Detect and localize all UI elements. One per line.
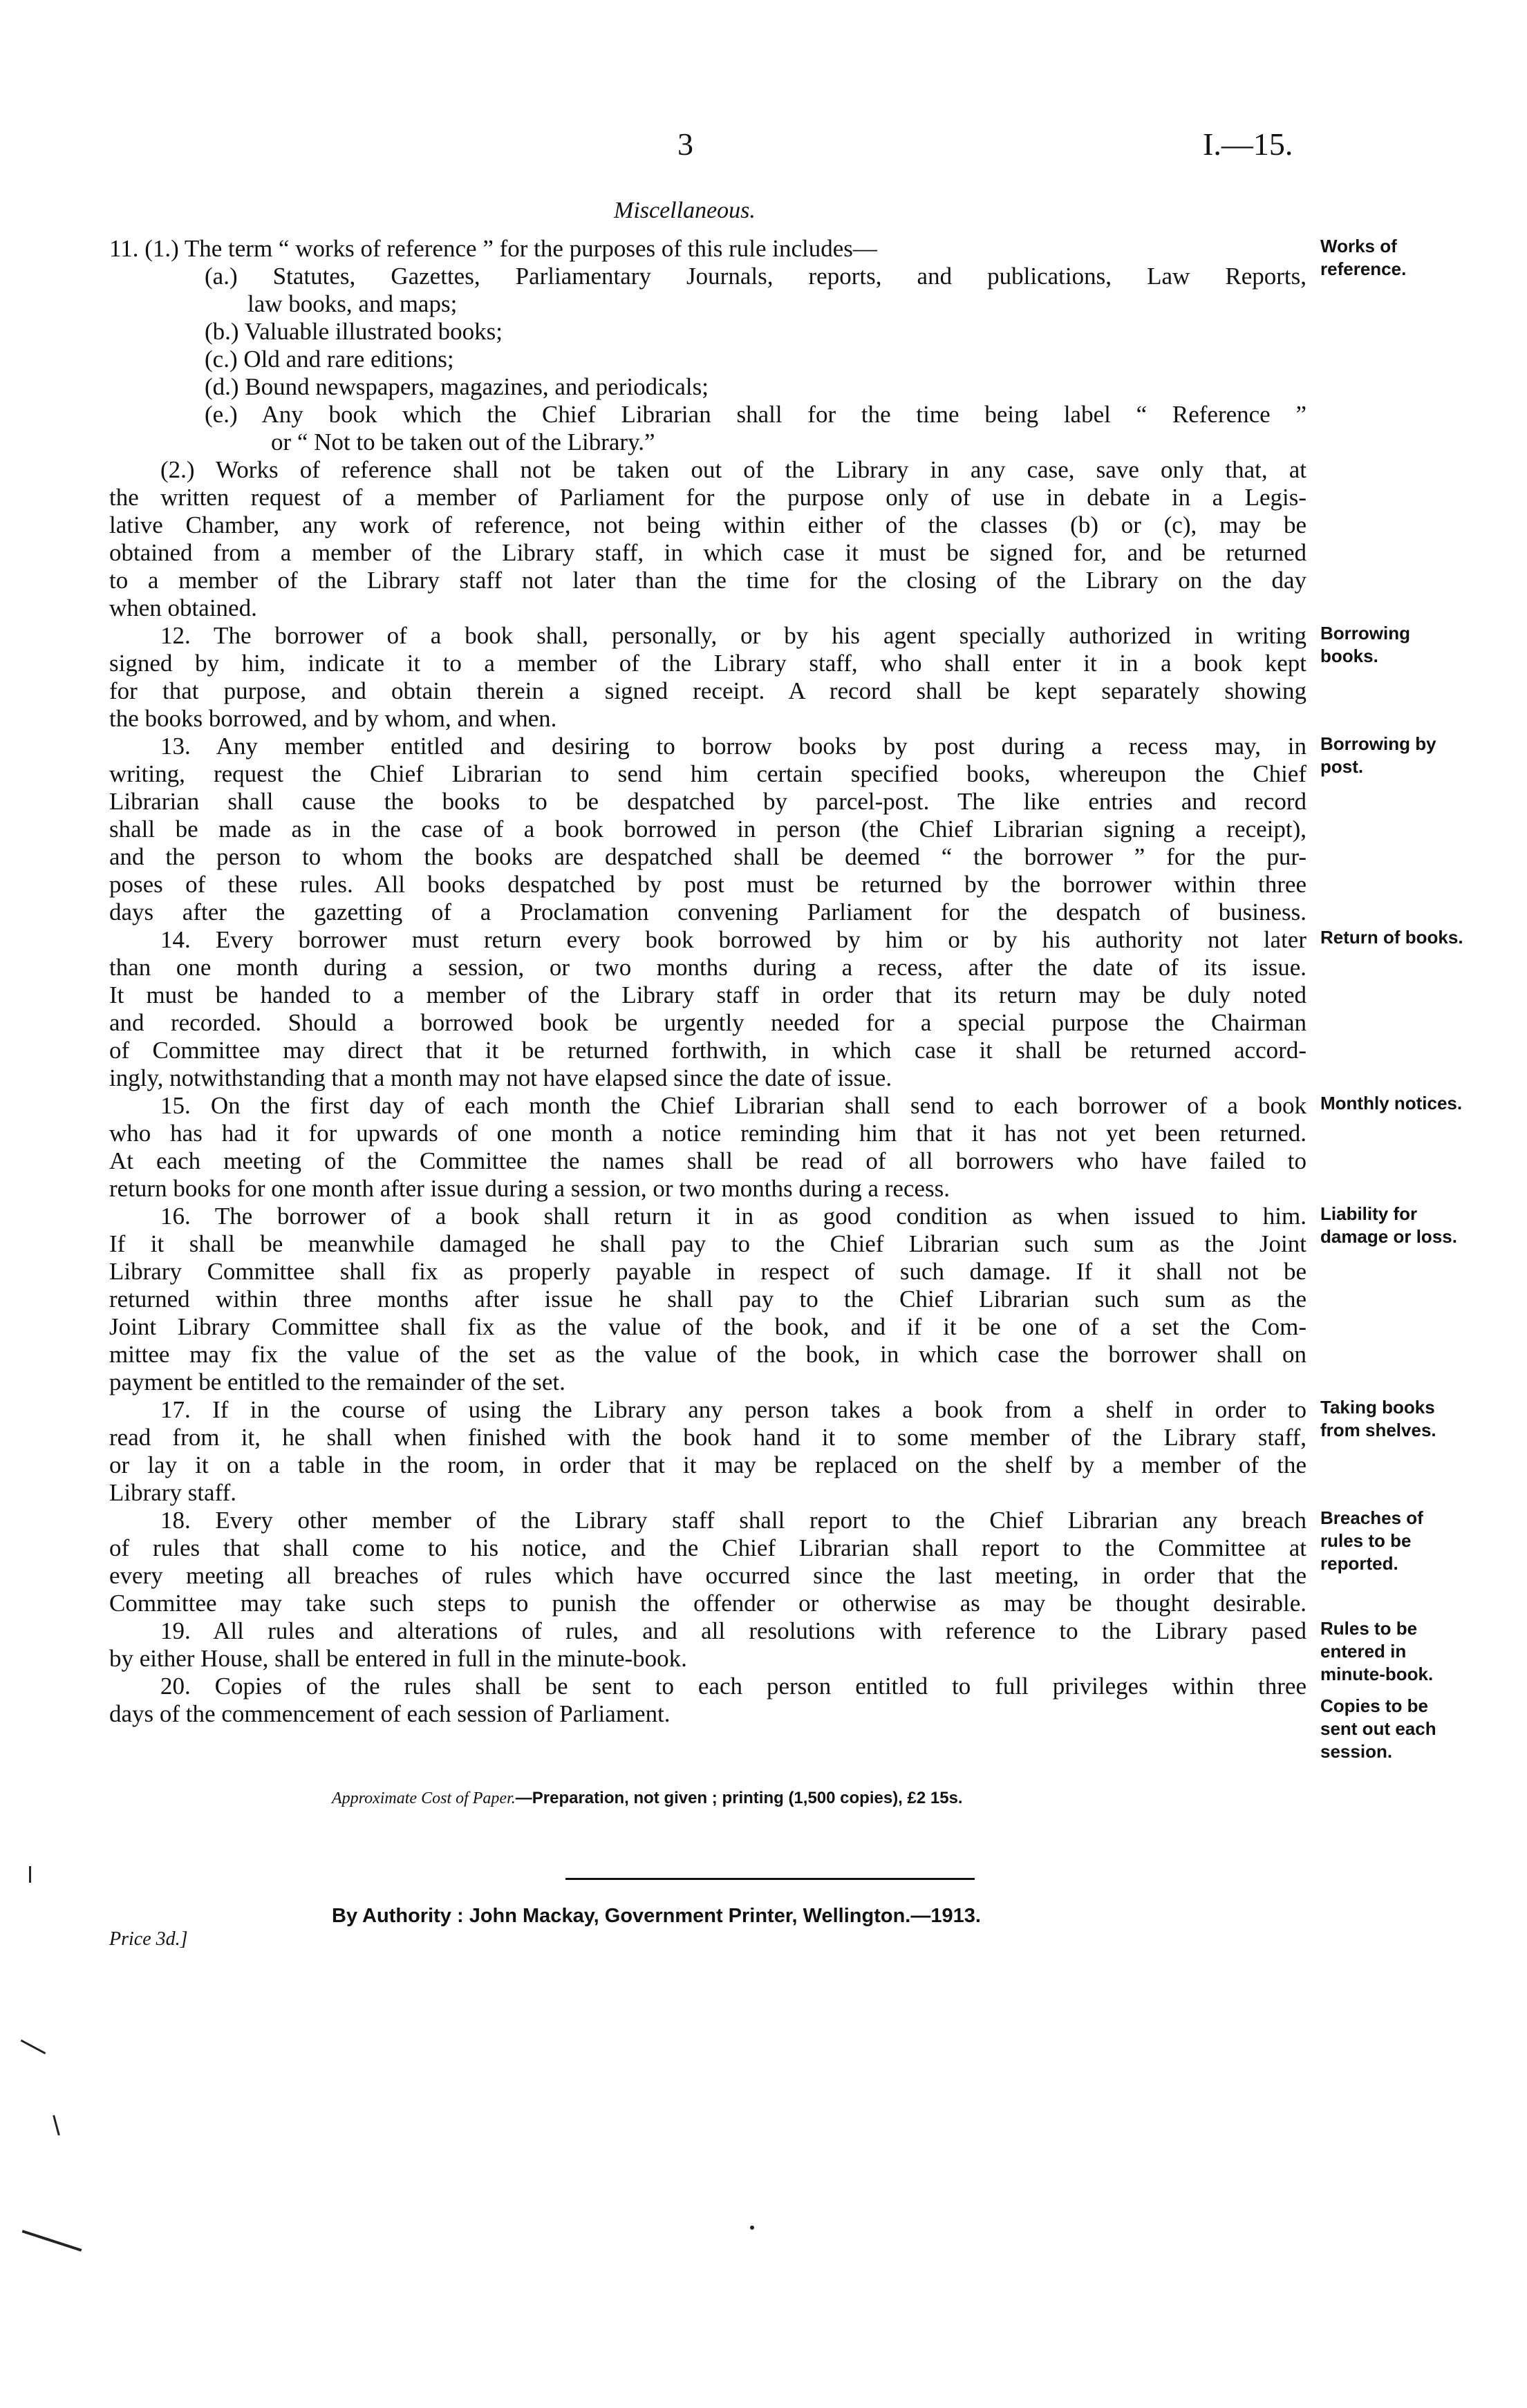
body-line: to a member of the Library staff not later than the time for the closing of the Library on the day (109, 567, 1306, 594)
body-line: Library Committee shall fix as properly payable in respect of such damage. If it shall not be (109, 1258, 1306, 1285)
printer-authority: By Authority : John Mackay, Government Printer, Wellington.—1913. (332, 1905, 981, 1927)
body-line: signed by him, indicate it to a member of the Library staff, who shall enter it in a book kept (109, 650, 1306, 677)
marginal-note: minute-book. (1320, 1664, 1434, 1684)
body-line: days of the commencement of each session of Parliament. (109, 1700, 671, 1727)
scan-mark (21, 2040, 46, 2054)
marginal-note: Borrowing by (1320, 733, 1436, 754)
body-line: Committee may take such steps to punish the offender or otherwise as may be thought desirable. (109, 1590, 1306, 1617)
body-line: the books borrowed, and by whom, and when. (109, 705, 557, 732)
body-line: At each meeting of the Committee the names shall be read of all borrowers who have failed to (109, 1147, 1306, 1174)
body-line: by either House, shall be entered in full in the minute-book. (109, 1645, 687, 1672)
scan-mark (750, 2226, 754, 2230)
scan-mark (53, 2115, 60, 2136)
marginal-note: reported. (1320, 1553, 1398, 1574)
body-line: (c.) Old and rare editions; (205, 346, 454, 373)
marginal-note: Rules to be (1320, 1618, 1418, 1639)
scan-mark (22, 2230, 82, 2252)
body-line: 12. The borrower of a book shall, personally, or by his agent specially authorized in writing (160, 622, 1306, 649)
body-line: poses of these rules. All books despatched by post must be returned by the borrower within three (109, 871, 1306, 898)
body-line: who has had it for upwards of one month a notice reminding him that it has not yet been returned. (109, 1120, 1306, 1147)
marginal-note: Copies to be (1320, 1695, 1429, 1716)
section-heading: Miscellaneous. (614, 198, 756, 223)
body-line: every meeting all breaches of rules which have occurred since the last meeting, in order that the (109, 1562, 1306, 1589)
body-line: than one month during a session, or two months during a recess, after the date of its issue. (109, 954, 1306, 981)
marginal-note: Works of (1320, 236, 1397, 256)
page-number: 3 (677, 126, 693, 162)
body-line: obtained from a member of the Library staff, in which case it must be signed for, and be returned (109, 539, 1306, 566)
body-line: law books, and maps; (247, 290, 458, 317)
body-line: 19. All rules and alterations of rules, and all resolutions with reference to the Library pased (160, 1617, 1306, 1644)
marginal-note: session. (1320, 1741, 1393, 1762)
marginal-note: Liability for (1320, 1203, 1418, 1224)
marginal-note: books. (1320, 646, 1378, 666)
marginal-note: Breaches of (1320, 1507, 1423, 1528)
marginal-note: sent out each (1320, 1718, 1436, 1739)
body-line: when obtained. (109, 594, 257, 621)
footer-rule (565, 1878, 975, 1880)
marginal-note: reference. (1320, 258, 1407, 279)
marginal-note: damage or loss. (1320, 1226, 1457, 1247)
body-line: 16. The borrower of a book shall return it in as good condition as when issued to him. (160, 1203, 1306, 1230)
body-line: (b.) Valuable illustrated books; (205, 318, 503, 345)
marginal-note: Return of books. (1320, 927, 1463, 948)
body-line: ingly, notwithstanding that a month may not have elapsed since the date of issue. (109, 1064, 892, 1091)
marginal-note: post. (1320, 756, 1364, 777)
body-line: of rules that shall come to his notice, and the Chief Librarian shall report to the Committee at (109, 1534, 1306, 1561)
marginal-note: rules to be (1320, 1530, 1412, 1551)
body-line: 14. Every borrower must return every book borrowed by him or by his authority not later (160, 926, 1306, 953)
cost-of-paper-line (332, 1789, 963, 1808)
body-line: shall be made as in the case of a book borrowed in person (the Chief Librarian signing a receipt), (109, 816, 1306, 843)
body-line: or “ Not to be taken out of the Library.” (271, 429, 655, 455)
body-line: 15. On the first day of each month the Chief Librarian shall send to each borrower of a book (160, 1092, 1306, 1119)
body-line: days after the gazetting of a Proclamation convening Parliament for the despatch of business. (109, 899, 1306, 925)
body-line: 13. Any member entitled and desiring to borrow books by post during a recess may, in (160, 733, 1306, 760)
body-line: Librarian shall cause the books to be despatched by parcel-post. The like entries and record (109, 788, 1306, 815)
body-line: 17. If in the course of using the Library any person takes a book from a shelf in order to (160, 1396, 1306, 1423)
body-line: (e.) Any book which the Chief Librarian shall for the time being label “ Reference ” (205, 401, 1306, 428)
body-line: If it shall be meanwhile damaged he shall pay to the Chief Librarian such sum as the Joint (109, 1230, 1306, 1257)
body-line: read from it, he shall when finished with the book hand it to some member of the Library staff, (109, 1424, 1306, 1451)
body-line: or lay it on a table in the room, in order that it may be replaced on the shelf by a member of the (109, 1451, 1306, 1478)
body-line: of Committee may direct that it be returned forthwith, in which case it shall be returned accord- (109, 1037, 1306, 1064)
body-line: payment be entitled to the remainder of the set. (109, 1368, 565, 1395)
paper-reference: I.—15. (1203, 126, 1293, 162)
scan-mark (29, 1866, 31, 1883)
body-line: 20. Copies of the rules shall be sent to each person entitled to full privileges within three (160, 1673, 1306, 1700)
cost-text: —Preparation, not given ; printing (1,500 copies), £2 15s. (515, 1789, 963, 1807)
body-line: It must be handed to a member of the Library staff in order that its return may be duly noted (109, 981, 1306, 1008)
body-line: (d.) Bound newspapers, magazines, and periodicals; (205, 373, 709, 400)
marginal-note: Taking books (1320, 1397, 1435, 1418)
body-line: the written request of a member of Parliament for the purpose only of use in debate in a Legis- (109, 484, 1306, 511)
marginal-note: entered in (1320, 1641, 1407, 1662)
body-line: and the person to whom the books are despatched shall be deemed “ the borrower ” for the pur- (109, 843, 1306, 870)
body-line: (a.) Statutes, Gazettes, Parliamentary Journals, reports, and publications, Law Reports, (205, 263, 1306, 290)
body-line: writing, request the Chief Librarian to send him certain specified books, whereupon the Chief (109, 760, 1306, 787)
body-line: for that purpose, and obtain therein a signed receipt. A record shall be kept separately showing (109, 677, 1306, 704)
body-line: Joint Library Committee shall fix as the value of the book, and if it be one of a set the Com- (109, 1313, 1306, 1340)
body-line: mittee may fix the value of the set as the value of the book, in which case the borrower shall on (109, 1341, 1306, 1368)
body-line: returned within three months after issue he shall pay to the Chief Librarian such sum as the (109, 1286, 1306, 1313)
marginal-note: from shelves. (1320, 1420, 1436, 1440)
body-line: Library staff. (109, 1479, 237, 1506)
cost-label: Approximate Cost of Paper. (332, 1789, 516, 1807)
price-label: Price 3d.] (109, 1928, 188, 1950)
body-line: lative Chamber, any work of reference, not being within either of the classes (b) or (c), may be (109, 511, 1306, 538)
body-line: 18. Every other member of the Library staff shall report to the Chief Librarian any breach (160, 1507, 1306, 1534)
marginal-note: Monthly notices. (1320, 1093, 1463, 1113)
body-line: 11. (1.) The term “ works of reference ” for the purposes of this rule includes— (109, 235, 877, 262)
body-line: (2.) Works of reference shall not be taken out of the Library in any case, save only that, at (160, 456, 1306, 483)
body-line: return books for one month after issue during a session, or two months during a recess. (109, 1175, 950, 1202)
marginal-note: Borrowing (1320, 623, 1410, 643)
body-line: and recorded. Should a borrowed book be urgently needed for a special purpose the Chairman (109, 1009, 1306, 1036)
